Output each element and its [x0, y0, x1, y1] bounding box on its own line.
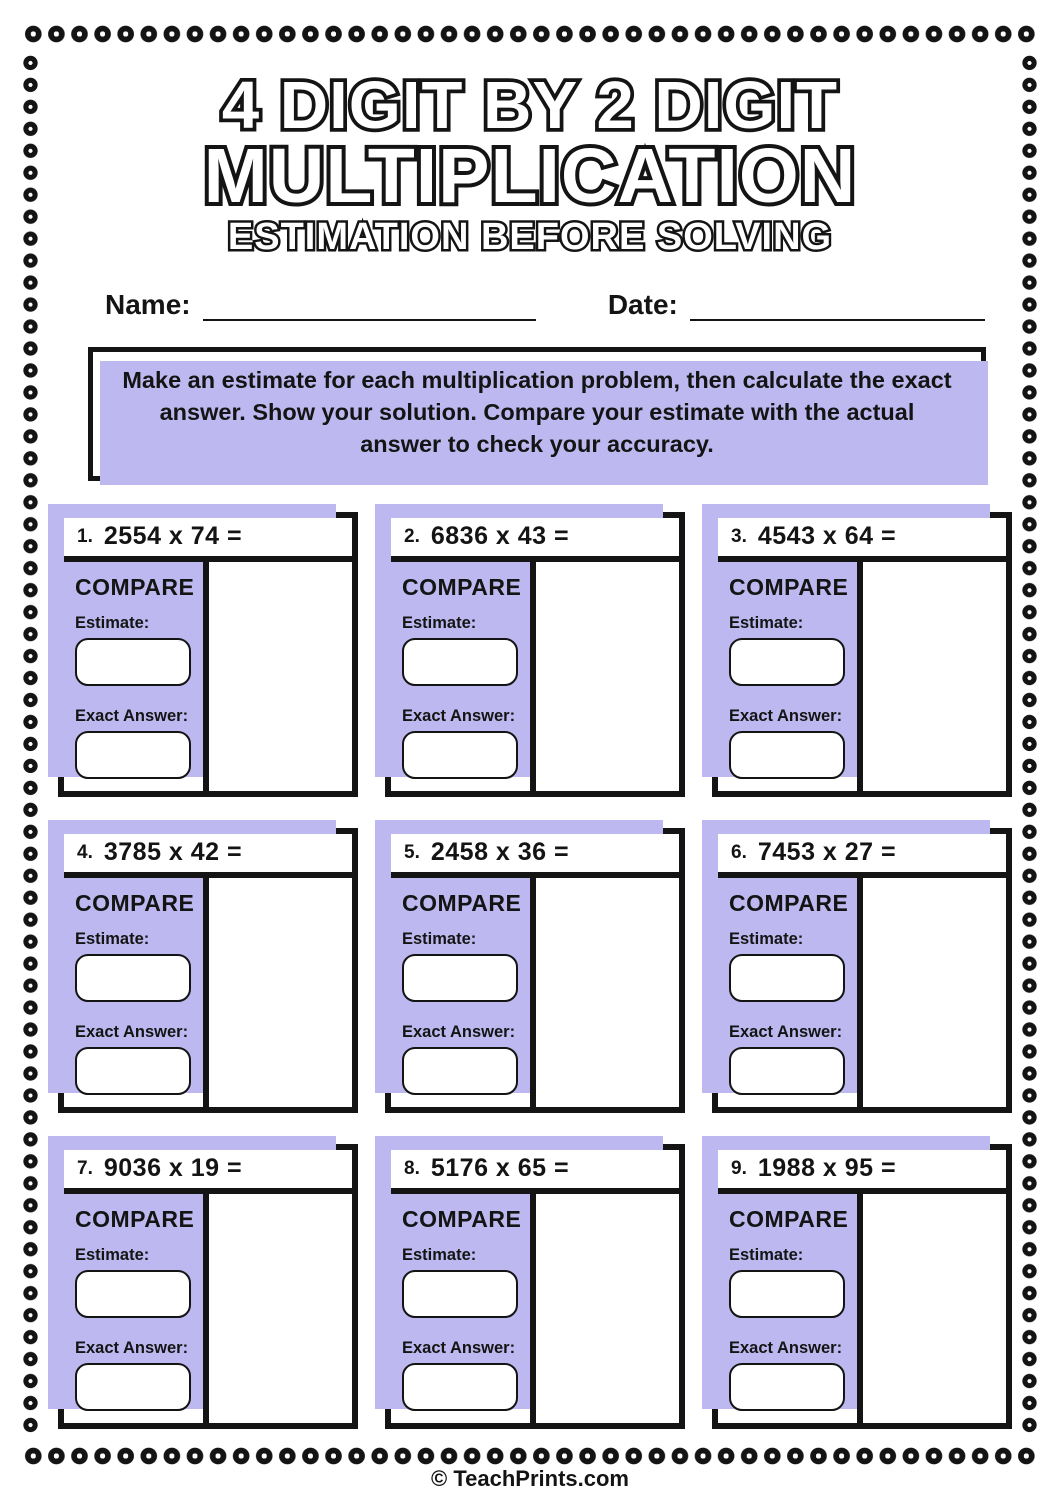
- problem-number: 7.: [77, 1157, 93, 1179]
- compare-pane: [64, 562, 209, 791]
- compare-heading: COMPARE: [402, 889, 522, 916]
- name-input-line[interactable]: [203, 291, 536, 321]
- problem-body: [391, 878, 679, 1107]
- problem-body: [64, 878, 352, 1107]
- compare-heading: COMPARE: [75, 889, 195, 916]
- worksheet-title: [0, 0, 1060, 258]
- exact-answer-label: Exact Answer:: [75, 1022, 189, 1041]
- exact-answer-box[interactable]: [402, 1047, 518, 1095]
- compare-heading: COMPARE: [729, 889, 849, 916]
- problem-header: [64, 834, 352, 878]
- compare-pane: [391, 878, 536, 1107]
- work-area[interactable]: [536, 1194, 679, 1423]
- exact-answer-label: Exact Answer:: [402, 1338, 516, 1357]
- estimate-box[interactable]: [75, 638, 191, 686]
- problem-grid: [58, 512, 1060, 1429]
- work-area[interactable]: [863, 562, 1006, 791]
- problem-expression: 1988 x 95 =: [757, 1154, 897, 1183]
- problem-expression: 2554 x 74 =: [103, 522, 243, 551]
- exact-answer-label: Exact Answer:: [729, 706, 843, 725]
- problem-card-8: [385, 1144, 685, 1429]
- dotted-border-left: [22, 52, 39, 1436]
- name-date-row: [105, 289, 985, 321]
- problem-number: 1.: [77, 525, 93, 547]
- problem-card-9: [712, 1144, 1012, 1429]
- problem-expression: 3785 x 42 =: [103, 838, 243, 867]
- compare-pane: [64, 878, 209, 1107]
- problem-card-3: [712, 512, 1012, 797]
- compare-heading: COMPARE: [729, 573, 849, 600]
- problem-body: [64, 1194, 352, 1423]
- problem-number: 3.: [731, 525, 747, 547]
- estimate-label: Estimate:: [402, 613, 477, 632]
- problem-number: 8.: [404, 1157, 420, 1179]
- exact-answer-box[interactable]: [729, 731, 845, 779]
- exact-answer-label: Exact Answer:: [729, 1022, 843, 1041]
- work-area[interactable]: [209, 878, 352, 1107]
- exact-answer-box[interactable]: [729, 1363, 845, 1411]
- date-input-line[interactable]: [690, 291, 985, 321]
- estimate-label: Estimate:: [75, 929, 150, 948]
- estimate-box[interactable]: [402, 954, 518, 1002]
- work-area[interactable]: [209, 562, 352, 791]
- problem-body: [391, 562, 679, 791]
- exact-answer-box[interactable]: [402, 1363, 518, 1411]
- estimate-label: Estimate:: [402, 929, 477, 948]
- compare-pane: [718, 562, 863, 791]
- estimate-box[interactable]: [402, 1270, 518, 1318]
- exact-answer-label: Exact Answer:: [75, 706, 189, 725]
- problem-header: [391, 518, 679, 562]
- problem-number: 5.: [404, 841, 420, 863]
- title-line-2: MULTIPLICATION: [203, 132, 857, 219]
- problem-expression: 9036 x 19 =: [103, 1154, 243, 1183]
- work-area[interactable]: [863, 1194, 1006, 1423]
- problem-number: 6.: [731, 841, 747, 863]
- problem-card-7: [58, 1144, 358, 1429]
- problem-header: [391, 1150, 679, 1194]
- compare-pane: [718, 878, 863, 1107]
- problem-expression: 7453 x 27 =: [757, 838, 897, 867]
- estimate-label: Estimate:: [75, 613, 150, 632]
- instructions-box: [88, 347, 986, 481]
- exact-answer-box[interactable]: [75, 1363, 191, 1411]
- exact-answer-box[interactable]: [75, 1047, 191, 1095]
- estimate-label: Estimate:: [729, 1245, 804, 1264]
- estimate-box[interactable]: [729, 954, 845, 1002]
- problem-expression: 2458 x 36 =: [430, 838, 570, 867]
- compare-pane: [64, 1194, 209, 1423]
- estimate-label: Estimate:: [729, 613, 804, 632]
- instructions-text: Make an estimate for each multiplication problem, then calculate the exact answer. Show your solution. Compare your estimate with the actual answer to check your accuracy.: [122, 366, 952, 457]
- problem-number: 4.: [77, 841, 93, 863]
- exact-answer-box[interactable]: [729, 1047, 845, 1095]
- problem-card-6: [712, 828, 1012, 1113]
- dotted-border-bottom: [22, 1446, 1038, 1466]
- problem-number: 2.: [404, 525, 420, 547]
- problem-expression: 5176 x 65 =: [430, 1154, 570, 1183]
- exact-answer-box[interactable]: [75, 731, 191, 779]
- compare-heading: COMPARE: [729, 1205, 849, 1232]
- problem-header: [391, 834, 679, 878]
- problem-card-1: [58, 512, 358, 797]
- problem-number: 9.: [731, 1157, 747, 1179]
- name-label: Name:: [105, 288, 191, 320]
- work-area[interactable]: [209, 1194, 352, 1423]
- problem-card-5: [385, 828, 685, 1113]
- compare-heading: COMPARE: [75, 573, 195, 600]
- problem-body: [718, 562, 1006, 791]
- estimate-box[interactable]: [729, 1270, 845, 1318]
- title-line-1: 4 DIGIT BY 2 DIGIT: [221, 68, 839, 143]
- problem-header: [718, 518, 1006, 562]
- compare-heading: COMPARE: [75, 1205, 195, 1232]
- compare-heading: COMPARE: [402, 573, 522, 600]
- exact-answer-label: Exact Answer:: [402, 1022, 516, 1041]
- compare-pane: [718, 1194, 863, 1423]
- estimate-box[interactable]: [75, 954, 191, 1002]
- compare-pane: [391, 562, 536, 791]
- problem-expression: 6836 x 43 =: [430, 522, 570, 551]
- problem-body: [718, 1194, 1006, 1423]
- problem-header: [64, 1150, 352, 1194]
- estimate-box[interactable]: [729, 638, 845, 686]
- title-subtitle: ESTIMATION BEFORE SOLVING: [227, 215, 833, 258]
- problem-card-4: [58, 828, 358, 1113]
- compare-heading: COMPARE: [402, 1205, 522, 1232]
- exact-answer-label: Exact Answer:: [75, 1338, 189, 1357]
- work-area[interactable]: [536, 878, 679, 1107]
- problem-card-2: [385, 512, 685, 797]
- estimate-label: Estimate:: [75, 1245, 150, 1264]
- estimate-box[interactable]: [402, 638, 518, 686]
- estimate-box[interactable]: [75, 1270, 191, 1318]
- problem-header: [64, 518, 352, 562]
- estimate-label: Estimate:: [729, 929, 804, 948]
- work-area[interactable]: [863, 878, 1006, 1107]
- exact-answer-label: Exact Answer:: [729, 1338, 843, 1357]
- date-label: Date:: [607, 288, 678, 320]
- problem-header: [718, 834, 1006, 878]
- exact-answer-box[interactable]: [402, 731, 518, 779]
- work-area[interactable]: [536, 562, 679, 791]
- problem-body: [718, 878, 1006, 1107]
- problem-body: [391, 1194, 679, 1423]
- footer-credit: © TeachPrints.com: [431, 1466, 629, 1491]
- problem-body: [64, 562, 352, 791]
- exact-answer-label: Exact Answer:: [402, 706, 516, 725]
- compare-pane: [391, 1194, 536, 1423]
- estimate-label: Estimate:: [402, 1245, 477, 1264]
- problem-expression: 4543 x 64 =: [757, 522, 897, 551]
- problem-header: [718, 1150, 1006, 1194]
